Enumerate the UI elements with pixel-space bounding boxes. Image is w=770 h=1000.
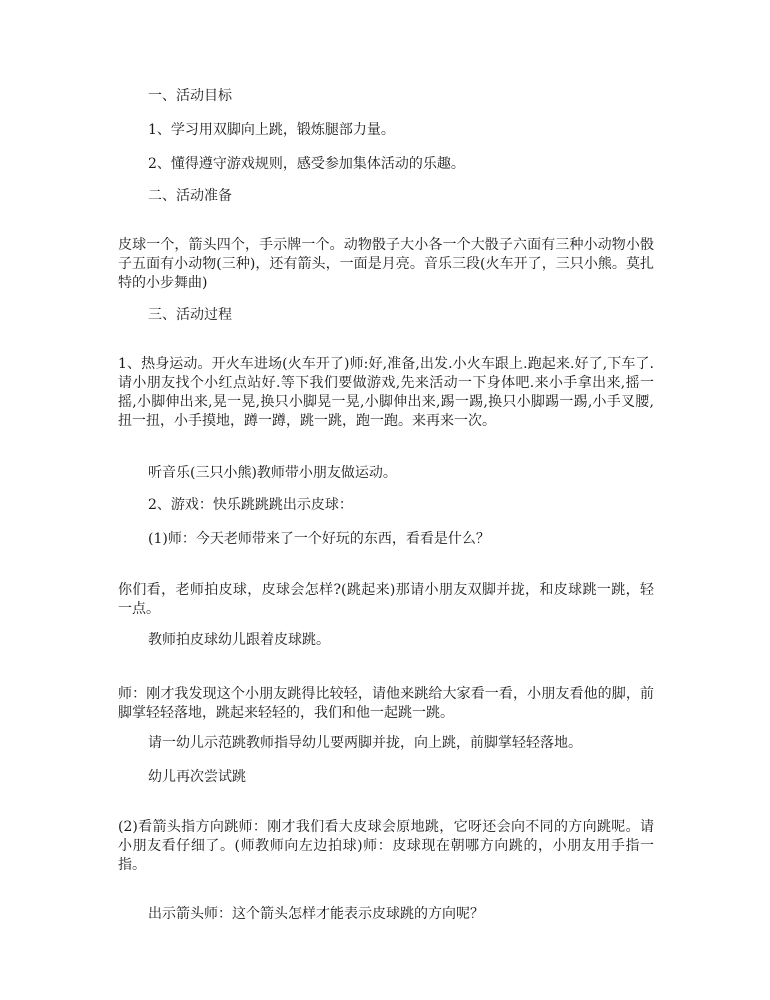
heading-process: 三、活动过程: [148, 307, 232, 323]
arrow-paragraph: 出示箭头师：这个箭头怎样才能表示皮球跳的方向呢？: [148, 906, 484, 922]
preparation-text: 皮球一个，箭头四个，手示牌一个。动物骰子大小各一个大骰子六面有三种小动物小骰子五面有小动物(三种)，还有箭头，一面是月亮。音乐三段(火车开了，三只小熊。莫扎特的小步舞曲): [118, 237, 654, 291]
demo-paragraph: 请一幼儿示范跳教师指导幼儿要两脚并拢，向上跳，前脚掌轻轻落地。: [148, 735, 582, 751]
goal-2: 2、懂得遵守游戏规则，感受参加集体活动的乐趣。: [148, 156, 465, 172]
music-paragraph: 听音乐(三只小熊)教师带小朋友做运动。: [148, 465, 397, 481]
warmup-paragraph: 1、热身运动。开火车进场(火车开了)师:好,准备,出发.小火车跟上.跑起来.好了,下车了.请小朋友找个小红点站好.等下我们要做游戏,先来活动一下身体吧.来小手拿出来,摇一摇,小脚伸出来,晃一晃,换只小脚晃一晃,小脚伸出来,踢一踢,换只小脚踢一踢,小手叉腰,扭一扭，小手摸地，蹲一蹲，跳一跳，跑一跑。来再来一次。: [118, 356, 654, 429]
observe-paragraph: 师：刚才我发现这个小朋友跳得比较轻，请他来跳给大家看一看，小朋友看他的脚，前脚掌轻轻落地，跳起来轻轻的，我们和他一起跳一跳。: [118, 686, 654, 721]
step1-paragraph: (1)师：今天老师带来了一个好玩的东西，看看是什么？: [148, 531, 490, 547]
heading-goals: 一、活动目标: [148, 88, 232, 104]
game-paragraph: 2、游戏：快乐跳跳跳出示皮球：: [148, 497, 353, 513]
step2-paragraph: (2)看箭头指方向跳师：刚才我们看大皮球会原地跳，它呀还会向不同的方向跳呢。请小朋友看仔细了。(师教师向左边拍球)师：皮球现在朝哪方向跳的，小朋友用手指一指。: [118, 819, 654, 873]
teacher-bounce-paragraph: 教师拍皮球幼儿跟着皮球跳。: [148, 632, 330, 648]
retry-paragraph: 幼儿再次尝试跳: [148, 769, 246, 785]
step1-followup-paragraph: 你们看，老师拍皮球，皮球会怎样?(跳起来)那请小朋友双脚并拢，和皮球跳一跳，轻一点。: [118, 582, 654, 617]
heading-preparation: 二、活动准备: [148, 188, 232, 204]
goal-1: 1、学习用双脚向上跳，锻炼腿部力量。: [148, 122, 395, 138]
